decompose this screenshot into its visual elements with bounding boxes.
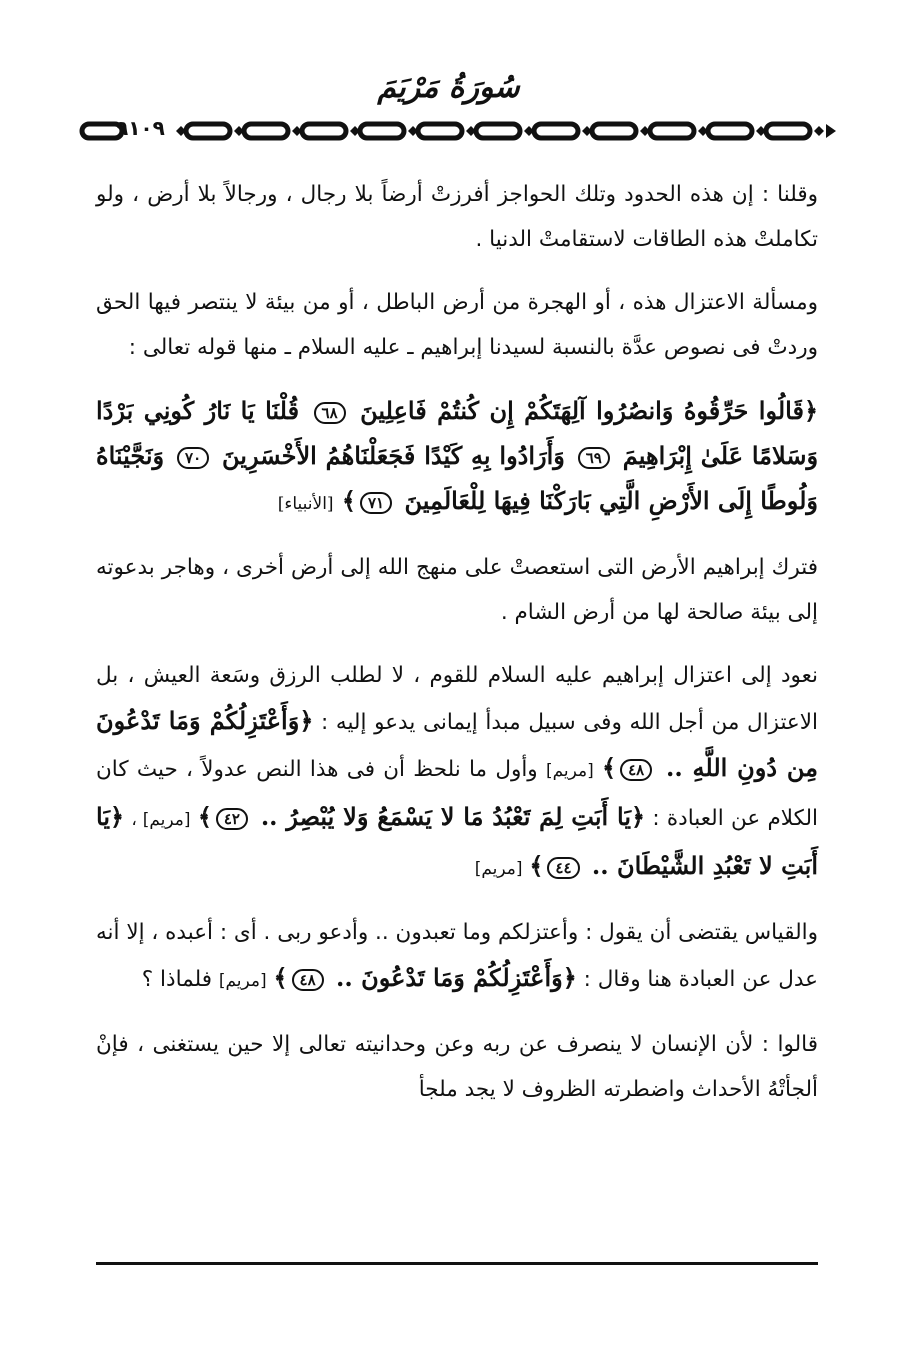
paragraph: وقلنا : إن هذه الحدود وتلك الحواجز أفرزتْ أرضاً بلا رجال ، ورجالاً بلا أرض ، ولو تكاملتْ هذه الطاقات لاستقامتْ الدنيا . [96, 182, 818, 252]
page-number: ٩١٠٩ [116, 116, 165, 140]
page-body [96, 172, 818, 1112]
ayah-number: ٤٢ [216, 808, 248, 830]
paragraph: ومسألة الاعتزال هذه ، أو الهجرة من أرض الباطل ، أو من بيئة لا ينتصر فيها الحق وردتْ فى نصوص عدَّة بالنسبة لسيدنا إبراهيم ـ عليه السلام ـ منها قوله تعالى : [96, 290, 818, 360]
surah-reference: [مريم] [474, 859, 523, 879]
quran-verse: يَا أَبَتِ لا تَعْبُدِ الشَّيْطَانَ .. [96, 802, 818, 880]
quran-verse: قُلْنَا يَا نَارُ كُونِي بَرْدًا وَسَلامًا عَلَىٰ إِبْرَاهِيمَ [96, 396, 819, 470]
footer-divider [96, 1262, 818, 1265]
paragraph: والقياس يقتضى أن يقول : وأعتزلكم وما تعبدون .. وأدعو ربى . أى : أعبده ، إلا أنه عدل عن العبادة هنا وقال : ﴿وَأَعْتَزِلُكُمْ وَمَا تَدْعُونَ .. ٤٨﴾ [مريم] فلماذا ؟ [96, 920, 818, 992]
quran-verse: وَأَعْتَزِلُكُمْ وَمَا تَدْعُونَ .. [336, 963, 563, 992]
ayah-number: ٤٨ [620, 759, 652, 781]
ayah-number: ٧١ [360, 492, 392, 514]
quran-verse: وَأَرَادُوا بِهِ كَيْدًا فَجَعَلْنَاهُمُ الأَخْسَرِينَ [222, 441, 565, 470]
quran-verse: قَالُوا حَرِّقُوهُ وَانصُرُوا آلِهَتَكُمْ إِن كُنتُمْ فَاعِلِينَ [360, 396, 804, 425]
paragraph-text: والقياس يقتضى أن يقول : وأعتزلكم وما تعبدون .. وأدعو ربى . أى : أعبده ، إلا أنه عدل عن العبادة هنا وقال : [96, 920, 818, 992]
paragraph: نعود إلى اعتزال إبراهيم عليه السلام للقوم ، لا لطلب الرزق وسَعة العيش ، بل الاعتزال من أجل الله وفى سبيل مبدأ إيمانى يدعو إليه : ﴿وَأَعْتَزِلُكُمْ وَمَا تَدْعُونَ مِن دُونِ اللَّهِ .. ٤٨﴾ [مريم] وأول ما نلحظ أن فى هذا النص عدولاً ، حيث كان الكلام عن العبادة : ﴿يَا أَبَتِ لِمَ تَعْبُدُ مَا لا يَسْمَعُ وَلا يُبْصِرُ .. ٤٢﴾ [مريم] ، ﴿يَا أَبَتِ لا تَعْبُدِ الشَّيْطَانَ .. ٤٤﴾ [مريم] [96, 663, 819, 880]
quran-verse: وَأَعْتَزِلُكُمْ وَمَا تَدْعُونَ مِن دُونِ اللَّهِ .. [96, 706, 818, 782]
ayah-number: ٧٠ [177, 447, 209, 469]
surah-reference: [مريم] [545, 761, 594, 781]
ayah-number: ٤٤ [547, 857, 579, 879]
paragraph-text: نعود إلى اعتزال إبراهيم عليه السلام للقوم ، لا لطلب الرزق وسَعة العيش ، بل الاعتزال من أجل الله وفى سبيل مبدأ إيمانى يدعو إليه : [96, 663, 818, 735]
ayah-number: ٦٩ [578, 447, 610, 469]
paragraph-text: فلماذا ؟ [141, 967, 212, 992]
surah-title: سُورَةُ مَرْيَمَ [377, 70, 520, 105]
quran-verse: يَا أَبَتِ لِمَ تَعْبُدُ مَا لا يَسْمَعُ وَلا يُبْصِرُ .. [260, 802, 632, 831]
surah-reference: [الأنبياء] [277, 494, 334, 514]
paragraph: فترك إبراهيم الأرض التى استعصتْ على منهج الله إلى أرض أخرى ، وهاجر بدعوته إلى بيئة صالحة لها من أرض الشام . [96, 555, 818, 625]
surah-reference: [مريم] [218, 971, 267, 991]
ayah-number: ٤٨ [292, 969, 324, 991]
quran-verse: وَنَجَّيْنَاهُ وَلُوطًا إِلَى الأَرْضِ الَّتِي بَارَكْنَا فِيهَا لِلْعَالَمِينَ [96, 441, 818, 515]
ayah-number: ٦٨ [314, 402, 346, 424]
quran-quote-block: ﴿قَالُوا حَرِّقُوهُ وَانصُرُوا آلِهَتَكُمْ إِن كُنتُمْ فَاعِلِينَ ٦٨ قُلْنَا يَا نَارُ كُونِي بَرْدًا وَسَلامًا عَلَىٰ إِبْرَاهِيمَ ٦٩ وَأَرَادُوا بِهِ كَيْدًا فَجَعَلْنَاهُمُ الأَخْسَرِينَ ٧٠ وَنَجَّيْنَاهُ وَلُوطًا إِلَى الأَرْضِ الَّتِي بَارَكْنَا فِيهَا لِلْعَالَمِينَ ٧١﴾ [الأنبياء] [96, 396, 819, 515]
surah-reference: [مريم] ، [131, 810, 191, 830]
paragraph: قالوا : لأن الإنسان لا ينصرف عن ربه وعن وحدانيته تعالى إلا حين يستغنى ، فإنْ ألجأتْهُ الأحداث واضطرته الظروف لا يجد ملجأ [96, 1032, 818, 1102]
decorative-border [78, 118, 840, 144]
paragraph-text: وأول ما نلحظ أن فى هذا النص عدولاً ، حيث كان الكلام عن العبادة : [96, 757, 819, 831]
